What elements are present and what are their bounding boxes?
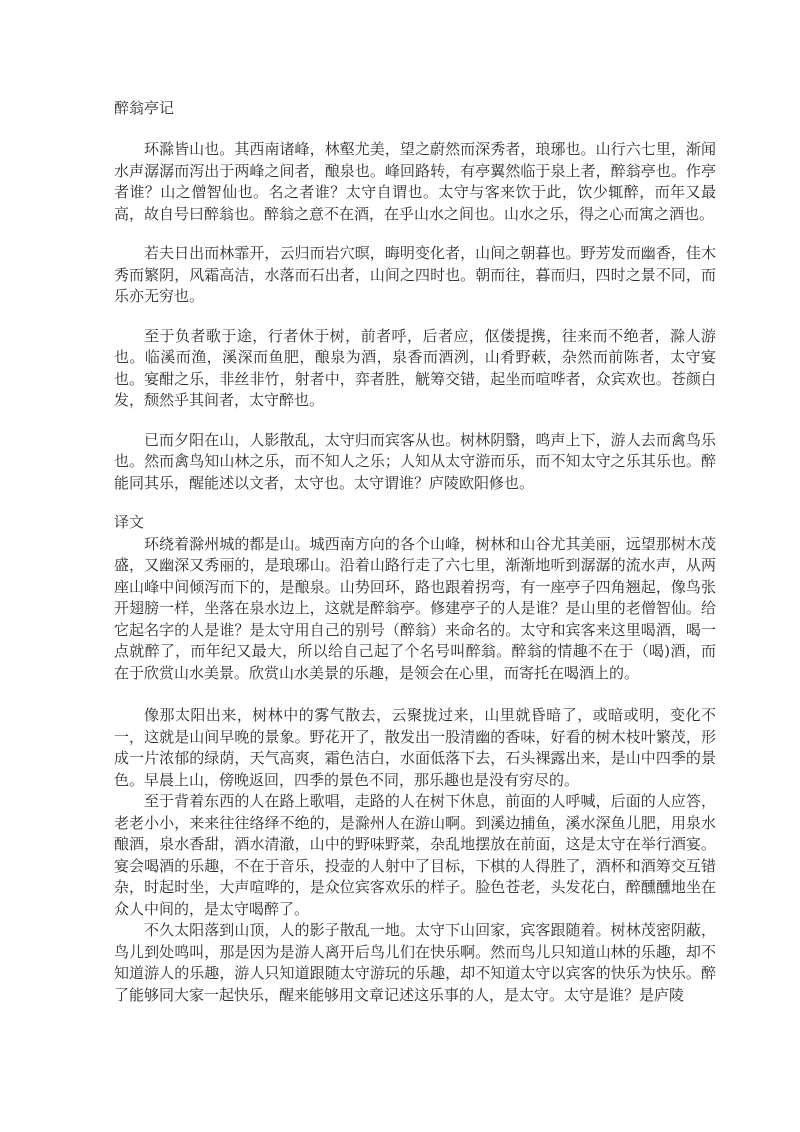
translation-heading: 译文 (114, 513, 145, 531)
translation-text-section (114, 534, 716, 1007)
translation-paragraph: 环绕着滁州城的都是山。城西南方向的各个山峰，树林和山谷尤其美丽，远望那树木茂盛，又幽深又秀丽的，是琅琊山。沿着山路行走了六七里，渐渐地听到潺潺的流水声，从两座山峰中间倾泻而下的，是酿泉。山势回环，路也跟着拐弯，有一座亭子四角翘起，像鸟张开翅膀一样，坐落在泉水边上，这就是醉翁亭。修建亭子的人是谁？是山里的老僧智仙。给它起名字的人是谁？是太守用自己的别号（醉翁）来命名的。太守和宾客来这里喝酒，喝一点就醉了，而年纪又最大，所以给自己起了个名号叫醉翁。醉翁的情趣不在于（喝)酒，而在于欣赏山水美景。欣赏山水美景的乐趣，是领会在心里，而寄托在喝酒上的。 (114, 534, 716, 682)
original-paragraph: 环滁皆山也。其西南诸峰，林壑尤美，望之蔚然而深秀者，琅琊也。山行六七里，渐闻水声潺潺而泻出于两峰之间者，酿泉也。峰回路转，有亭翼然临于泉上者，醉翁亭也。作亭者谁？山之僧智仙也。名之者谁？太守自谓也。太守与客来饮于此，饮少辄醉，而年又最高，故自号曰醉翁也。醉翁之意不在酒，在乎山水之间也。山水之乐，得之心而寓之酒也。 (114, 140, 716, 223)
translation-paragraph: 不久太阳落到山顶，人的影子散乱一地。太守下山回家，宾客跟随着。树林茂密阴蔽，鸟儿到处鸣叫，那是因为是游人离开后鸟儿们在快乐啊。然而鸟儿只知道山林的乐趣，却不知道游人的乐趣，游人只知道跟随太守游玩的乐趣，却不知道太守以宾客的快乐为快乐。醉了能够同大家一起快乐，醒来能够用文章记述这乐事的人，是太守。太守是谁？是庐陵 (114, 921, 716, 1004)
document-title: 醉翁亭记 (114, 99, 175, 117)
translation-paragraph: 像那太阳出来，树林中的雾气散去，云聚拢过来，山里就昏暗了，或暗或明，变化不一，这就是山间早晚的景象。野花开了，散发出一股清幽的香味，好看的树木枝叶繁茂，形成一片浓郁的绿荫，天气高爽，霜色洁白，水面低落下去，石头裸露出来，是山中四季的景色。早晨上山，傍晚返回，四季的景色不同，那乐趣也是没有穷尽的。 (114, 706, 716, 789)
original-paragraph: 至于负者歌于途，行者休于树，前者呼，后者应，伛偻提携，往来而不绝者，滁人游也。临溪而渔，溪深而鱼肥，酿泉为酒，泉香而酒洌，山肴野蔌，杂然而前陈者，太守宴也。宴酣之乐，非丝非竹，射者中，弈者胜，觥筹交错，起坐而喧哗者，众宾欢也。苍颜白发，颓然乎其间者，太守醉也。 (114, 326, 716, 409)
original-paragraph: 若夫日出而林霏开，云归而岩穴暝，晦明变化者，山间之朝暮也。野芳发而幽香，佳木秀而繁阴，风霜高洁，水落而石出者，山间之四时也。朝而往，暮而归，四时之景不同，而乐亦无穷也。 (114, 244, 716, 305)
translation-paragraph: 至于背着东西的人在路上歌唱，走路的人在树下休息，前面的人呼喊，后面的人应答，老老小小，来来往往络绎不绝的，是滁州人在游山啊。到溪边捕鱼，溪水深鱼儿肥，用泉水酿酒，泉水香甜，酒水清澈，山中的野味野菜，杂乱地摆放在前面，这是太守在举行酒宴。宴会喝酒的乐趣，不在于音乐，投壶的人射中了目标，下棋的人得胜了，酒杯和酒筹交互错杂，时起时坐，大声喧哗的，是众位宾客欢乐的样子。脸色苍老，头发花白，醉醺醺地坐在众人中间的，是太守喝醉了。 (114, 792, 716, 918)
original-text-section (114, 139, 716, 494)
original-paragraph: 已而夕阳在山，人影散乱，太守归而宾客从也。树林阴翳，鸣声上下，游人去而禽鸟乐也。然而禽鸟知山林之乐，而不知人之乐；人知从太守游而乐，而不知太守之乐其乐也。醉能同其乐，醒能述以文者，太守也。太守谓谁？庐陵欧阳修也。 (114, 430, 716, 492)
